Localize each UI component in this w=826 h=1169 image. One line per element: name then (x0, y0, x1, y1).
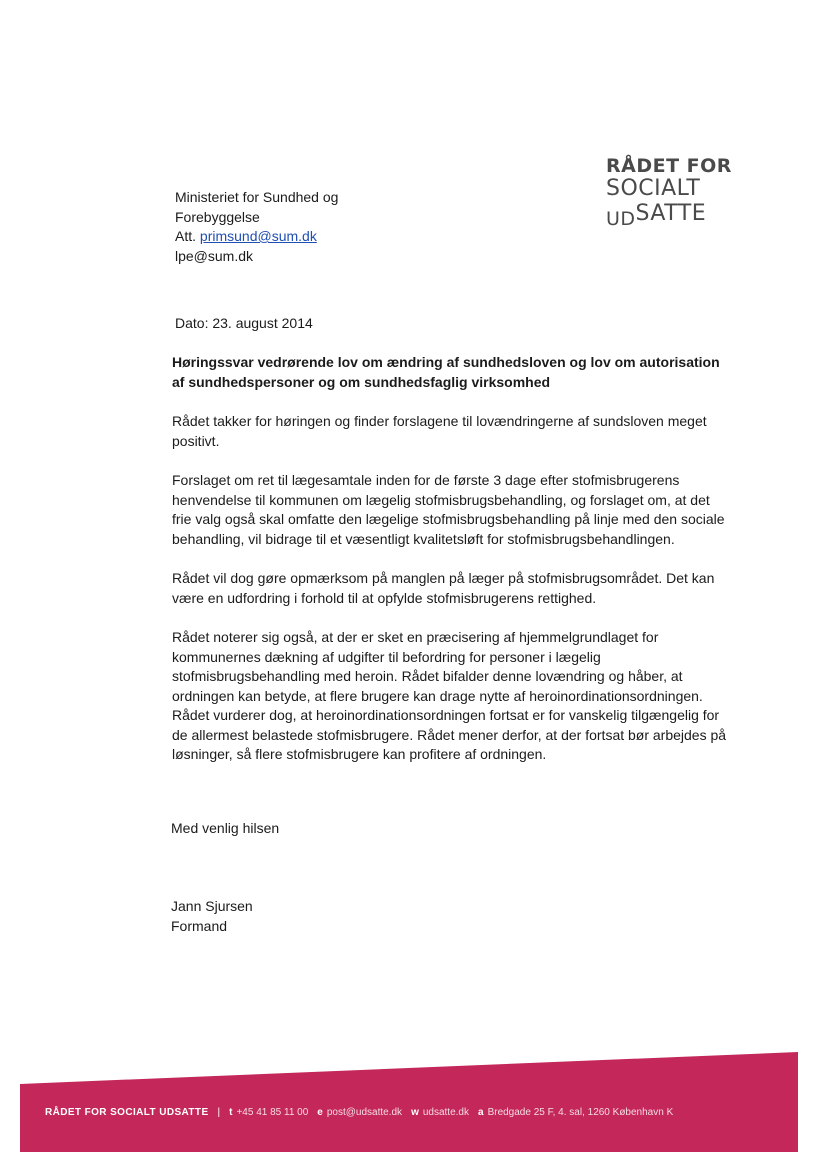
organization-logo (606, 155, 736, 230)
recipient-line-4: lpe@sum.dk (175, 247, 254, 264)
logo-satte: SATTE (635, 201, 707, 226)
footer-band (20, 1052, 798, 1152)
letter-body (172, 353, 732, 785)
footer-address: Bredgade 25 F, 4. sal, 1260 København K (487, 1107, 674, 1118)
logo-ud: UD (606, 208, 636, 230)
logo-line-1: RÅDET FOR (606, 155, 732, 177)
footer-separator: | (217, 1107, 221, 1118)
signature-title: Formand (171, 918, 228, 934)
logo-line-2: SOCIALT (606, 176, 701, 201)
footer-phone: +45 41 85 11 00 (236, 1107, 309, 1118)
footer-web-key: w (411, 1107, 419, 1118)
signature-name: Jann Sjursen (171, 898, 253, 914)
letter-date: Dato: 23. august 2014 (175, 315, 313, 331)
footer-email-key: e (317, 1107, 323, 1118)
footer-phone-key: t (229, 1107, 233, 1118)
logo-line-3 (606, 201, 736, 230)
recipient-address (175, 188, 475, 266)
paragraph: Rådet takker for høringen og finder forslagene til lovændringerne af sundsloven meget positivt. (172, 413, 707, 449)
recipient-line-1: Ministeriet for Sundhed og (175, 189, 339, 205)
letter-subject: Høringssvar vedrørende lov om ændring af sundhedsloven og lov om autorisation af sundhedspersoner og om sundhedsfaglig virksomhed (172, 354, 720, 390)
footer-org-name: RÅDET FOR SOCIALT UDSATTE (45, 1107, 209, 1118)
att-prefix: Att. (175, 228, 200, 244)
signature-block (171, 896, 253, 936)
footer-contact-line (45, 1107, 805, 1118)
paragraph: Forslaget om ret til lægesamtale inden for de første 3 dage efter stofmisbrugerens henvendelse til kommunen om lægelig stofmisbrugsbehandling, og forslaget om, at det frie valg også skal omfatte den lægelige stofmisbrugsbehandling på linje med den sociale behandling, vil bidrage til et væsentligt kvalitetsløft for stofmisbrugsbehandlingen. (172, 472, 725, 547)
paragraph: Rådet noterer sig også, at der er sket en præcisering af hjemmelgrundlaget for kommunernes dækning af udgifter til befordring for personer i lægelig stofmisbrugsbehandling med heroin. Rådet bifalder denne lovændring og håber, at ordningen kan betyde, at flere brugere kan drage nytte af heroinordinationsordningen. Rådet vurderer dog, at heroinordinationsordningen fortsat er for vanskelig tilgængelig for de allermest belastede stofmisbrugere. Rådet mener derfor, at der fortsat bør arbejdes på løsninger, så flere stofmisbrugere kan profitere af ordningen. (172, 629, 727, 762)
recipient-att-line (175, 227, 475, 247)
footer-web: udsatte.dk (422, 1107, 469, 1118)
paragraph: Rådet vil dog gøre opmærksom på manglen på læger på stofmisbrugsområdet. Det kan være en udfordring i forhold til at opfylde stofmisbrugerens rettighed. (172, 570, 715, 606)
footer-address-key: a (478, 1107, 484, 1118)
att-email-link[interactable]: primsund@sum.dk (199, 228, 317, 244)
closing-greeting: Med venlig hilsen (171, 820, 280, 836)
footer-email: post@udsatte.dk (326, 1107, 403, 1118)
recipient-line-2: Forebyggelse (175, 208, 260, 225)
